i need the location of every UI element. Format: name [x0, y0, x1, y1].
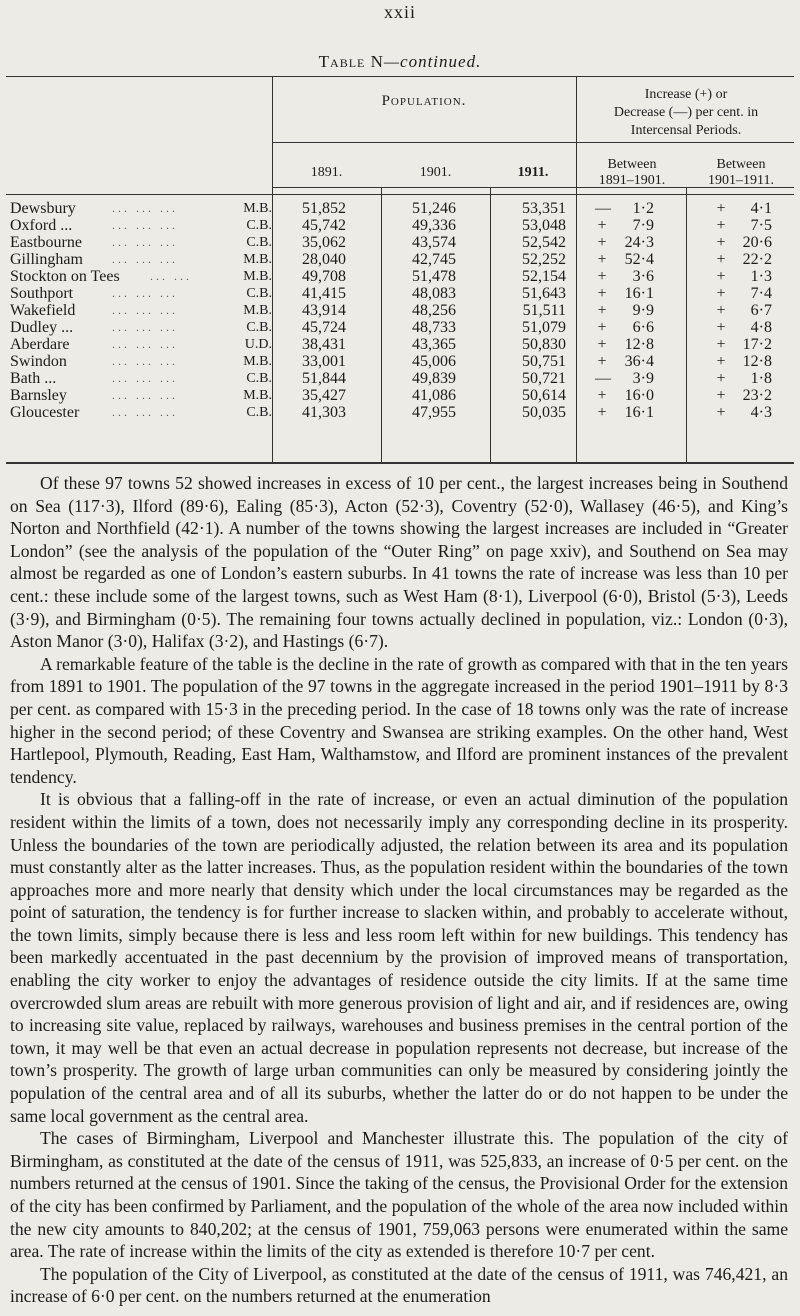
change1-sign: +: [597, 353, 607, 370]
paragraph: The population of the City of Liverpool, as constituted at the date of the census of 1911, was 746,421, an increase of 6·0 per cent. on the numbers returned at the enumeration: [10, 1263, 788, 1307]
change2-value: 6·7: [750, 302, 772, 319]
change1-sign: +: [597, 251, 607, 268]
change2-value: 7·5: [750, 217, 772, 234]
change2-value: 1·3: [750, 268, 772, 285]
leader-dots: ... ... ...: [112, 354, 178, 368]
paragraph: A remarkable feature of the table is the decline in the rate of growth as compared with that in the ten years from 1891 to 1901. The population of the 97 towns in the aggregate increased in the period 1901–1911 by 8·3 per cent. as compared with 15·3 in the preceding period. In the case of 18 towns only was the rate of increase higher in the second period; of these Coventry and Swansea are striking examples. On the other hand, West Hartlepool, Plymouth, Reading, East Ham, Walthamstow, and Ilford are prominent instances of the prevalent tendency.: [10, 653, 788, 787]
pop-1891: 41,303: [302, 404, 346, 421]
borough-type: M.B.: [243, 388, 272, 403]
leader-dots: ... ... ...: [112, 320, 178, 334]
pop-1901: 49,839: [412, 370, 456, 387]
change2-sign: +: [716, 285, 726, 302]
town-name: Barnsley: [10, 387, 67, 404]
table-title-suffix: —continued.: [383, 52, 482, 71]
pop-1911: 50,721: [522, 370, 566, 387]
header-mid-rule: [272, 142, 794, 143]
change2-value: 12·8: [742, 353, 772, 370]
table-row: [0, 251, 800, 268]
borough-type: C.B.: [246, 286, 272, 301]
pop-1891: 49,708: [302, 268, 346, 285]
town-name: Oxford ...: [10, 217, 73, 234]
increase-header-line3: Intercensal Periods.: [630, 123, 742, 138]
change2-sign: +: [716, 370, 726, 387]
pop-1911: 50,614: [522, 387, 566, 404]
leader-dots: ... ...: [150, 269, 192, 283]
town-name: Aberdare: [10, 336, 70, 353]
year-1911-header: 1911.: [517, 165, 549, 180]
change1-sign: +: [597, 285, 607, 302]
change1-value: 16·0: [624, 387, 654, 404]
leader-dots: ... ... ...: [112, 303, 178, 317]
town-name: Dudley ...: [10, 319, 74, 336]
change1-sign: +: [597, 404, 607, 421]
page-number: xxii: [383, 2, 416, 22]
leader-dots: ... ... ...: [112, 405, 178, 419]
change2-sign: +: [716, 268, 726, 285]
change1-value: 16·1: [624, 404, 654, 421]
borough-type: C.B.: [246, 235, 272, 250]
borough-type: C.B.: [246, 405, 272, 420]
change1-sign: +: [597, 217, 607, 234]
table-row: [0, 370, 800, 387]
pop-1901: 48,083: [412, 285, 456, 302]
change1-sign: +: [597, 319, 607, 336]
town-name: Dewsbury: [10, 200, 76, 217]
change1-value: 1·2: [632, 200, 654, 217]
pop-1911: 50,751: [522, 353, 566, 370]
leader-dots: ... ... ...: [112, 218, 178, 232]
pop-1911: 53,351: [522, 200, 566, 217]
pop-1901: 45,006: [412, 353, 456, 370]
leader-dots: ... ... ...: [112, 252, 178, 266]
table-title: [0, 52, 800, 72]
change2-sign: +: [716, 353, 726, 370]
pop-1901: 48,733: [412, 319, 456, 336]
town-name: Stockton on Tees: [10, 268, 120, 285]
change2-sign: +: [716, 217, 726, 234]
pop-1901: 51,478: [412, 268, 456, 285]
pop-1891: 43,914: [302, 302, 346, 319]
pop-1911: 50,830: [522, 336, 566, 353]
town-name: Gloucester: [10, 404, 80, 421]
leader-dots: ... ... ...: [112, 337, 178, 351]
change2-value: 1·8: [750, 370, 772, 387]
change1-value: 24·3: [624, 234, 654, 251]
table-row: [0, 387, 800, 404]
borough-type: M.B.: [243, 201, 272, 216]
pop-1911: 51,643: [522, 285, 566, 302]
borough-type: U.D.: [244, 337, 272, 352]
leader-dots: ... ... ...: [112, 201, 178, 215]
change1-sign: —: [595, 200, 611, 217]
town-name: Gillingham: [10, 251, 83, 268]
pop-1891: 51,844: [302, 370, 346, 387]
town-name: Eastbourne: [10, 234, 82, 251]
change1-value: 52·4: [624, 251, 654, 268]
borough-type: M.B.: [243, 303, 272, 318]
pop-1911: 53,048: [522, 217, 566, 234]
population-header: Population.: [381, 93, 467, 109]
leader-dots: ... ... ...: [112, 388, 178, 402]
change2-value: 7·4: [750, 285, 772, 302]
change1-value: 36·4: [624, 353, 654, 370]
town-name: Wakefield: [10, 302, 76, 319]
pop-1901: 47,955: [412, 404, 456, 421]
pop-1891: 28,040: [302, 251, 346, 268]
change2-value: 17·2: [742, 336, 772, 353]
town-name: Swindon: [10, 353, 67, 370]
pop-1911: 52,252: [522, 251, 566, 268]
change1-sign: +: [597, 336, 607, 353]
period2-between: Between: [716, 157, 766, 172]
change2-sign: +: [716, 251, 726, 268]
pop-1891: 51,852: [302, 200, 346, 217]
change2-sign: +: [716, 200, 726, 217]
borough-type: C.B.: [246, 320, 272, 335]
borough-type: M.B.: [243, 354, 272, 369]
change2-value: 4·8: [750, 319, 772, 336]
change2-value: 20·6: [742, 234, 772, 251]
change1-value: 3·6: [632, 268, 654, 285]
pop-1911: 52,154: [522, 268, 566, 285]
table-row: [0, 268, 800, 285]
pop-1891: 41,415: [302, 285, 346, 302]
period1-between: Between: [607, 157, 657, 172]
pop-1901: 42,745: [412, 251, 456, 268]
pop-1891: 45,724: [302, 319, 346, 336]
change1-value: 3·9: [632, 370, 654, 387]
borough-type: M.B.: [243, 252, 272, 267]
year-1901-header: 1901.: [419, 165, 452, 180]
pop-1891: 38,431: [302, 336, 346, 353]
change2-sign: +: [716, 404, 726, 421]
town-name: Southport: [10, 285, 74, 302]
town-name: Bath ...: [10, 370, 57, 387]
pop-1901: 43,365: [412, 336, 456, 353]
change1-sign: +: [597, 234, 607, 251]
change1-sign: +: [597, 302, 607, 319]
table-row: [0, 302, 800, 319]
paragraph: The cases of Birmingham, Liverpool and Manchester illustrate this. The population of the city of Birmingham, as constituted at the date of the census of 1911, was 525,833, an increase of 0·5 per cent. on the numbers returned at the census of 1901. Since the taking of the census, the Provisional Order for the extension of the city has been confirmed by Parliament, and the population of the whole of the area now included within the new city amounts to 840,202; at the census of 1901, 759,063 persons were enumerated within the same area. The rate of increase within the limits of the city as extended is therefore 10·7 per cent.: [10, 1128, 788, 1262]
borough-type: C.B.: [246, 218, 272, 233]
borough-type: C.B.: [246, 371, 272, 386]
change2-value: 22·2: [742, 251, 772, 268]
body-text: [10, 472, 788, 1308]
pop-1901: 48,256: [412, 302, 456, 319]
pop-1891: 33,001: [302, 353, 346, 370]
change2-sign: +: [716, 387, 726, 404]
period2-label: 1901–1911.: [708, 173, 774, 188]
leader-dots: ... ... ...: [112, 371, 178, 385]
change1-sign: —: [595, 370, 611, 387]
change1-value: 16·1: [624, 285, 654, 302]
pop-1901: 43,574: [412, 234, 456, 251]
change2-sign: +: [716, 234, 726, 251]
leader-dots: ... ... ...: [112, 286, 178, 300]
change1-value: 6·6: [632, 319, 654, 336]
change1-value: 7·9: [632, 217, 654, 234]
increase-header-line1: Increase (+) or: [644, 87, 728, 102]
pop-1901: 51,246: [412, 200, 456, 217]
table-title-prefix: Table N: [318, 52, 384, 71]
table-row: [0, 319, 800, 336]
pop-1901: 49,336: [412, 217, 456, 234]
pop-1891: 35,062: [302, 234, 346, 251]
paragraph: Of these 97 towns 52 showed increases in excess of 10 per cent., the largest increases being in Southend on Sea (117·3), Ilford (89·6), Ealing (85·3), Acton (52·3), Coventry (52·0), Wallasey (46·5), and King’s Norton and Northfield (42·1). A number of the towns showing the largest increases are included in “Greater London” (see the analysis of the population of the “Outer Ring” on page xxiv), and Southend on Sea may almost be regarded as one of London’s eastern suburbs. In 41 towns the rate of increase was less than 10 per cent.: these include some of the largest towns, such as West Ham (8·1), Liverpool (6·0), Bristol (5·3), Leeds (3·9), and Birmingham (0·5). The remaining four towns actually declined in population, viz.: London (0·3), Aston Manor (3·0), Halifax (3·2), and Hastings (6·7).: [10, 473, 788, 652]
borough-type: M.B.: [243, 269, 272, 284]
change1-sign: +: [597, 268, 607, 285]
pop-1891: 35,427: [302, 387, 346, 404]
change1-value: 9·9: [632, 302, 654, 319]
change2-value: 4·3: [750, 404, 772, 421]
paragraph: It is obvious that a falling-off in the rate of increase, or even an actual diminution of the population resident within the limits of a town, does not necessarily imply any corresponding decline in its prosperity. Unless the boundaries of the town are periodically adjusted, the relation between its area and its population must constantly alter as the latter increases. Thus, as the population resident within the boundaries of the town approaches more and more nearly that density which under the local circumstances may be regarded as the point of saturation, the tendency is for further increase to slacken within, and probably to accelerate without, the town limits, simply because there is less and less room left within for new buildings. This tendency has been markedly accentuated in the past decennium by the provision of improved means of transportation, enabling the city worker to enjoy the advantages of residence outside the city limits. If at the same time overcrowded slum areas are rebuilt with more generous provision of light and air, and if residences are, owing to increasing site value, replaced by railways, warehouses and business premises in the central portion of the town, it may well be that even an actual decrease in population represents not decrease, but increase of the town’s prosperity. The growth of large urban communities can only be measured by considering jointly the population of the central area and of all its suburbs, whether the latter do or do not happen to be under the same local government as the central area.: [10, 789, 788, 1126]
pop-1911: 52,542: [522, 234, 566, 251]
change2-sign: +: [716, 336, 726, 353]
pop-1911: 51,511: [522, 302, 566, 319]
header-bottom-rule: [6, 194, 794, 195]
change1-sign: +: [597, 387, 607, 404]
table-row: [0, 234, 800, 251]
table-row: [0, 336, 800, 353]
leader-dots: ... ... ...: [112, 235, 178, 249]
pop-1911: 51,079: [522, 319, 566, 336]
period1-label: 1891–1901.: [598, 173, 666, 188]
year-1891-header: 1891.: [310, 165, 343, 180]
table-row: [0, 217, 800, 234]
table-row: [0, 285, 800, 302]
table-bottom-rule: [6, 462, 794, 464]
change2-sign: +: [716, 302, 726, 319]
change1-value: 12·8: [624, 336, 654, 353]
pop-1911: 50,035: [522, 404, 566, 421]
table-top-rule: [6, 76, 794, 77]
table-row: [0, 404, 800, 421]
pop-1901: 41,086: [412, 387, 456, 404]
table-row: [0, 200, 800, 217]
change2-sign: +: [716, 319, 726, 336]
increase-header-line2: Decrease (—) per cent. in: [613, 105, 759, 120]
pop-1891: 45,742: [302, 217, 346, 234]
change2-value: 23·2: [742, 387, 772, 404]
table-row: [0, 353, 800, 370]
change2-value: 4·1: [750, 200, 772, 217]
